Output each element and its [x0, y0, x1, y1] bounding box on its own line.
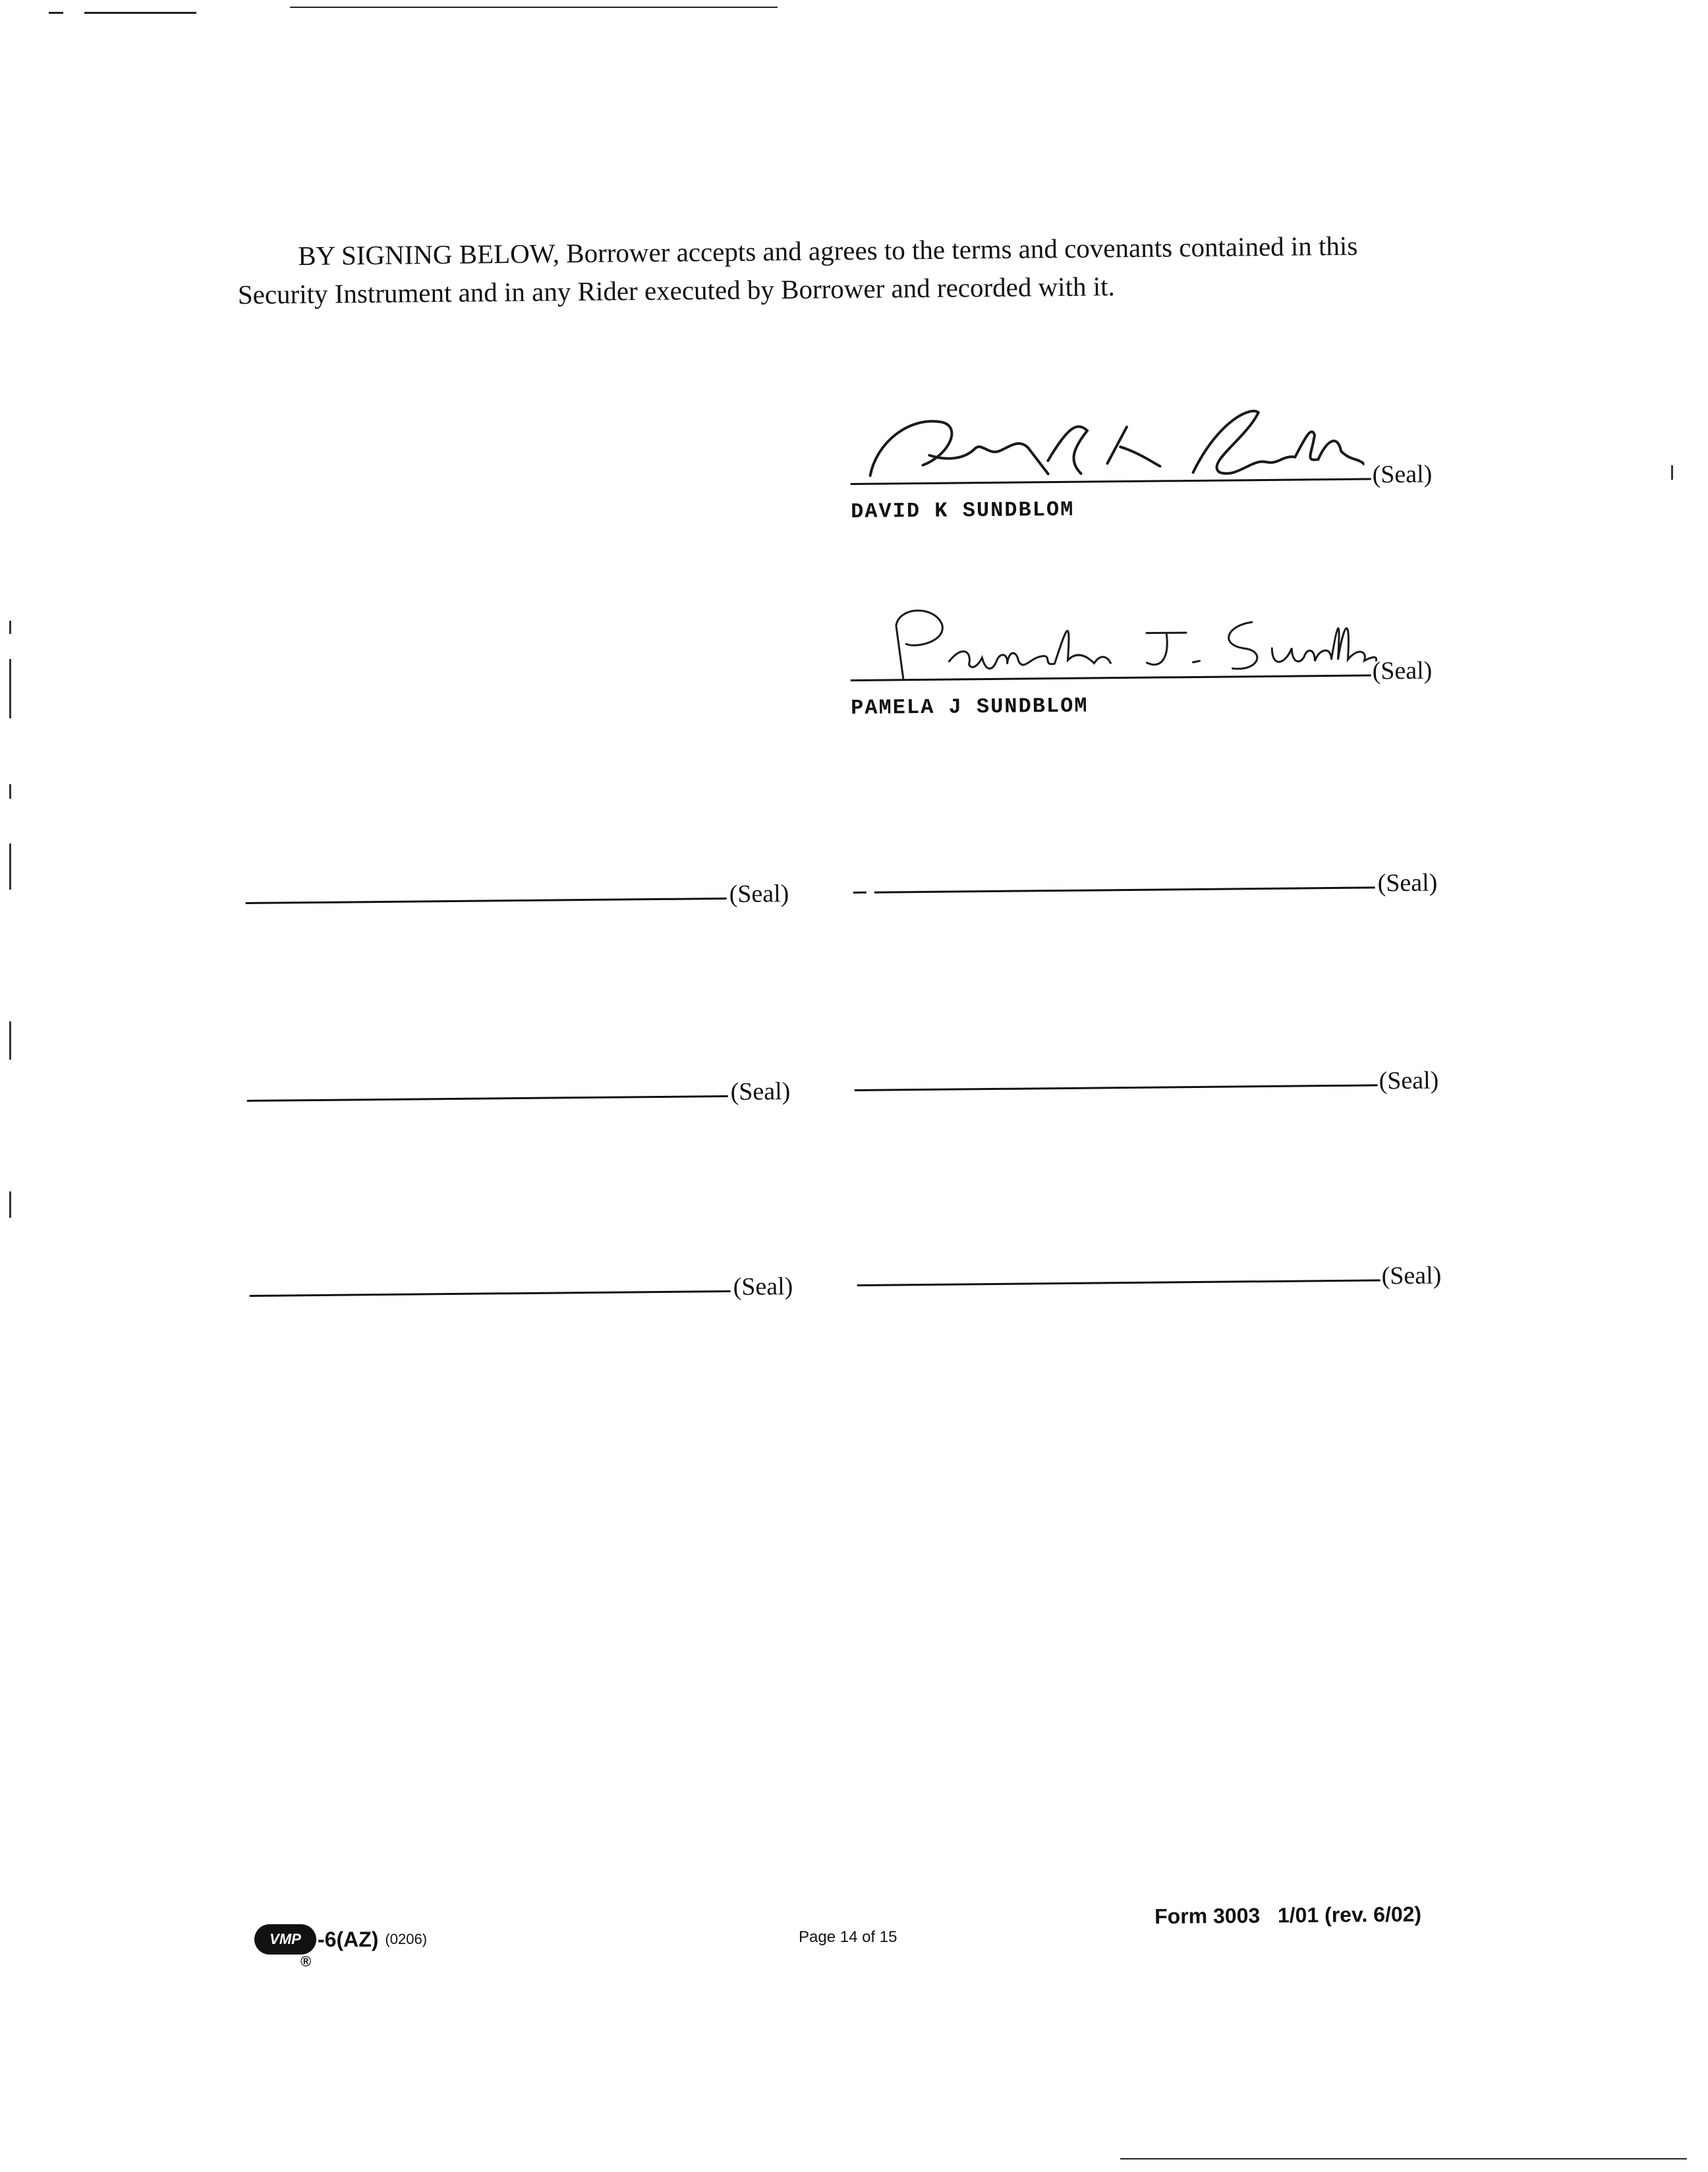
- scan-artifact-margin: [9, 621, 11, 634]
- signature-block-david: [850, 429, 1444, 524]
- scan-artifact-margin: [9, 1191, 11, 1218]
- seal-label: (Seal): [729, 880, 789, 908]
- blank-signature-left-3: [249, 1242, 816, 1306]
- seal-label: (Seal): [730, 1077, 791, 1106]
- signature-row: [853, 838, 1446, 903]
- handwritten-signature-david: [850, 399, 1365, 489]
- seal-label: (Seal): [1372, 656, 1433, 685]
- form-code: [254, 1924, 428, 1970]
- form-code-label: -6(AZ): [318, 1927, 379, 1951]
- scan-artifact-top: [84, 12, 196, 14]
- signature-row: [246, 1046, 814, 1111]
- signing-statement-line-1: BY SIGNING BELOW, Borrower accepts and agrees to the terms and covenants contained in this: [298, 230, 1358, 272]
- signature-block-pamela: [850, 625, 1444, 720]
- scan-artifact-bottom: [1120, 2158, 1687, 2159]
- scan-artifact-top: [49, 12, 63, 14]
- signature-line: [857, 1279, 1381, 1286]
- signer-name: PAMELA J SUNDBLOM: [850, 693, 1089, 720]
- signature-row: [850, 429, 1444, 524]
- blank-signature-left-2: [246, 1046, 814, 1111]
- form-code-date: (0206): [385, 1931, 428, 1947]
- scan-artifact-margin: [1671, 465, 1673, 480]
- registered-mark: ®: [300, 1953, 312, 1970]
- handwritten-signature-pamela: [850, 594, 1378, 685]
- signature-line: [855, 1084, 1378, 1091]
- signature-line: [853, 892, 867, 894]
- blank-signature-right-1: [853, 838, 1446, 903]
- seal-label: (Seal): [1381, 1261, 1442, 1290]
- vmp-logo-text: VMP: [270, 1931, 301, 1947]
- blank-signature-left-1: [245, 849, 812, 913]
- form-number: Form 3003 1/01 (rev. 6/02): [1154, 1902, 1422, 1928]
- scan-artifact-margin: [9, 659, 11, 718]
- seal-label: (Seal): [733, 1272, 793, 1301]
- blank-signature-right-2: [854, 1035, 1448, 1100]
- signature-line: [250, 1290, 731, 1297]
- scan-artifact-top: [290, 7, 778, 8]
- scan-artifact-margin: [9, 784, 11, 799]
- signing-statement: [237, 225, 1457, 314]
- vmp-logo: [254, 1924, 316, 1970]
- signature-row: [850, 625, 1444, 720]
- signature-row: [249, 1242, 816, 1306]
- scan-artifact-margin: [9, 843, 11, 890]
- signing-statement-line-2: Security Instrument and in any Rider executed by Borrower and recorded with it.: [237, 271, 1115, 310]
- signature-line: [874, 886, 1375, 893]
- blank-signature-right-3: [857, 1230, 1450, 1296]
- seal-label: (Seal): [1379, 1066, 1439, 1095]
- scan-artifact-margin: [9, 1021, 11, 1060]
- seal-label: (Seal): [1377, 869, 1438, 898]
- signature-row: [857, 1230, 1450, 1296]
- page-number: Page 14 of 15: [799, 1928, 897, 1946]
- seal-label: (Seal): [1372, 460, 1433, 489]
- signature-row: [854, 1035, 1448, 1100]
- signature-row: [245, 849, 812, 913]
- signature-line: [247, 1095, 728, 1102]
- signer-name: DAVID K SUNDBLOM: [850, 497, 1075, 524]
- signature-line: [246, 898, 727, 904]
